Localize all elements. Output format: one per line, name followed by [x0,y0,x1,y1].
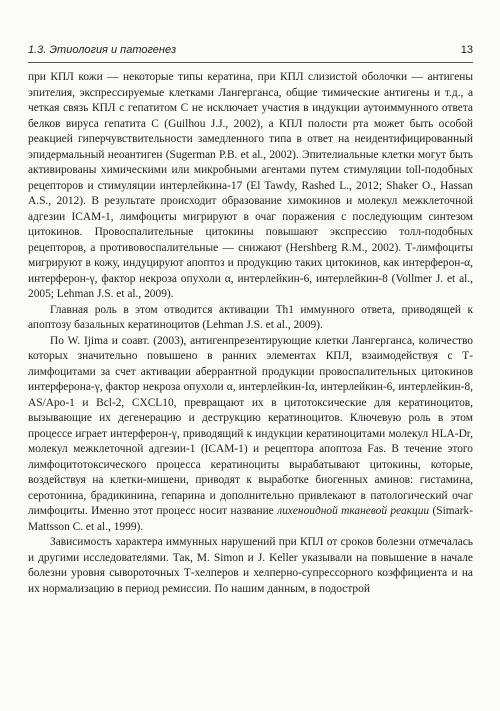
paragraph [28,535,473,597]
chapter-title: 1.3. Этиология и патогенез [28,44,177,56]
paragraph-text: Зависимость характера иммунных нарушений при КПЛ от сроков болезни отмечалась и другими исследователями. Так, M. Simon и J. Keller указывали на повышение в начале болезни уровня сывороточных Т-хелперов и хелперно-супрессорного коэффициента и на их нормализацию в период ремиссии. По нашим данным, в подострой [28,536,473,595]
italic-term: лихеноидной тканевой реакции [277,505,430,517]
paragraph-text: при КПЛ кожи — некоторые типы кератина, при КПЛ слизистой оболочки — антигены эпителия, экспрессируемые клетками Лангерганса, общие тимические антигены и т.д., а четкая связь КПЛ с гепатитом С не исключает участия в индукции аутоиммунного ответа белков вируса гепатита С (Guilhou J.J., 2002), а КПЛ полости рта может быть особой реакцией гиперчувствительности замедленного типа в ответ на неидентифицированный эпидермальный неоантиген (Sugerman P.B. et al., 2002). Эпителиальные клетки могут быть активированы химическими или микробными агентами путем стимуляции toll-подобных рецепторов и стимуляции интерлейкина-17 (El Tawdy, Rashed L., 2012; Shaker O., Hassan A.S., 2012). В результате происходит образование химокинов и молекул межклеточной адгезии ICAM-1, лимфоциты мигрируют в очаг поражения с последующим синтезом цитокинов. Провоспалительные цитокины повышают экспрессию толл-подобных рецепторов, а противовоспалительные — снижают (Hershberg R.M., 2002). Т-лимфоциты мигрируют в кожу, индуцируют апоптоз и продукцию таких цитокинов, как интерферон-α, интерферон-γ, фактор некроза опухоли α, интерлейкин-6, интерлейкин-8 (Vollmer J. et al., 2005; Lehman J.S. et al., 2009). [28,71,473,300]
paragraph [28,70,473,303]
paragraph-text: Главная роль в этом отводится активации Th1 иммунного ответа, приводящей к апоптозу базальных кератиноцитов (Lehman J.S. et al., 2009). [28,303,473,331]
header-rule [28,62,473,63]
paragraph-text: По W. Ijima и соавт. (2003), антигенпрезентирующие клетки Лангерганса, количество которых значительно повышено в ранних элементах КПЛ, взаимодействуя с Т-лимфоцитами за счет активации аберрантной продукции провоспалительных цитокинов интерферона-γ, фактор некроза опухоли α, интерлейкин-Iα, интерлейкин-6, интерлейкин-8, AS/Apo-1 и Bcl-2, CXCL10, превращают их в цитотоксические для кератиноцитов, вызывающие их дегенерацию и деструкцию кератиноцитов. Ключевую роль в этом процессе играет интерферон-γ, приводящий к индукции кератиноцитами молекул HLA-Dr, молекул межклеточной адгезии-1 (ICAM-1) и рецептора апоптоза Fas. В течение этого лимфоцитотоксического процесса кератиноциты вырабатывают цитокины, которые, воздействуя на клетки-мишени, приводят к выработке биогенных аминов: гистамина, серотонина, брадикинина, гепарина и дополнительно привлекают в патологический очаг лимфоциты. Именно этот процесс носит название [28,334,473,517]
paragraph [28,303,473,334]
paragraph [28,334,473,536]
body-text [28,70,473,597]
running-head [28,44,473,59]
page-number: 13 [460,44,473,56]
paragraph-text: (Simark-Mattsson C. et al., 1999). [28,505,474,533]
